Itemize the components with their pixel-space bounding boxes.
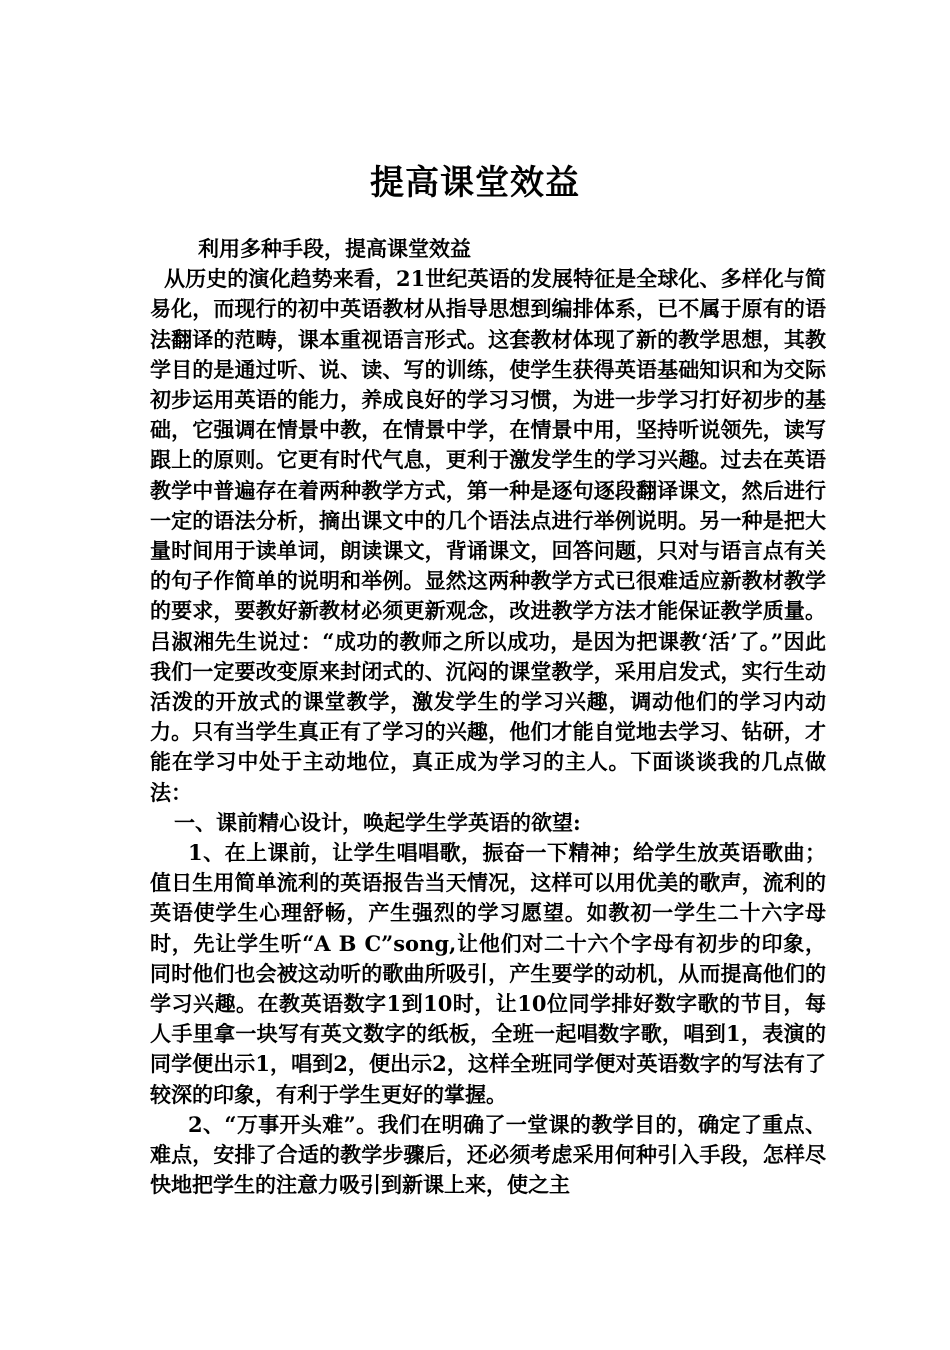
subtitle-paragraph: 利用多种手段，提高课堂效益 [198,236,471,261]
document-body [150,234,826,1201]
point-2-paragraph: 2、“万事开头难”。我们在明确了一堂课的教学目的，确定了重点、难点，安排了合适的教学步骤后，还必须考虑采用何种引入手段，怎样尽快地把学生的注意力吸引到新课上来，使之主 [150,1111,826,1198]
point-1-paragraph: 1、在上课前，让学生唱唱歌，振奋一下精神；给学生放英语歌曲；值日生用简单流利的英语报告当天情况，这样可以用优美的歌声，流利的英语使学生心理舒畅，产生强烈的学习愿望。如教初一学生二十六字母时，先让学生听“A B C”song,让他们对二十六个字母有初步的印象，同时他们也会被这动听的歌曲所吸引，产生要学的动机，从而提高他们的学习兴趣。在教英语数字1到10时，让10位同学排好数字歌的节目，每人手里拿一块写有英文数字的纸板，全班一起唱数字歌，唱到1，表演的同学便出示1，唱到2，便出示2，这样全班同学便对英语数字的写法有了较深的印象，有利于学生更好的掌握。 [150,840,826,1107]
intro-paragraph: 从历史的演化趋势来看，21世纪英语的发展特征是全球化、多样化与简易化，而现行的初中英语教材从指导思想到编排体系，已不属于原有的语法翻译的范畴，课本重视语言形式。这套教材体现了新的教学思想，其教学目的是通过听、说、读、写的训练，使学生获得英语基础知识和为交际初步运用英语的能力，养成良好的学习习惯，为进一步学习打好初步的基础，它强调在情景中教，在情景中学，在情景中用，坚持听说领先，读写跟上的原则。它更有时代气息，更利于激发学生的学习兴趣。过去在英语教学中普遍存在着两种教学方式，第一种是逐句逐段翻译课文，然后进行一定的语法分析，摘出课文中的几个语法点进行举例说明。另一种是把大量时间用于读单词，朗读课文，背诵课文，回答问题，只对与语言点有关的句子作简单的说明和举例。显然这两种教学方式已很难适应新教材教学的要求，要教好新教材必须更新观念，改进教学方法才能保证教学质量。吕淑湘先生说过：“成功的教师之所以成功，是因为把课教‘活’了。”因此我们一定要改变原来封闭式的、沉闷的课堂教学，采用启发式，实行生动活泼的开放式的课堂教学，激发学生的学习兴趣，调动他们的学习内动力。只有当学生真正有了学习的兴趣，他们才能自觉地去学习、钻研，才能在学习中处于主动地位，真正成为学习的主人。下面谈谈我的几点做法： [150,266,826,805]
section-heading-1: 一、课前精心设计，唤起学生学英语的欲望: [174,809,581,835]
document-title: 提高课堂效益 [370,163,580,203]
